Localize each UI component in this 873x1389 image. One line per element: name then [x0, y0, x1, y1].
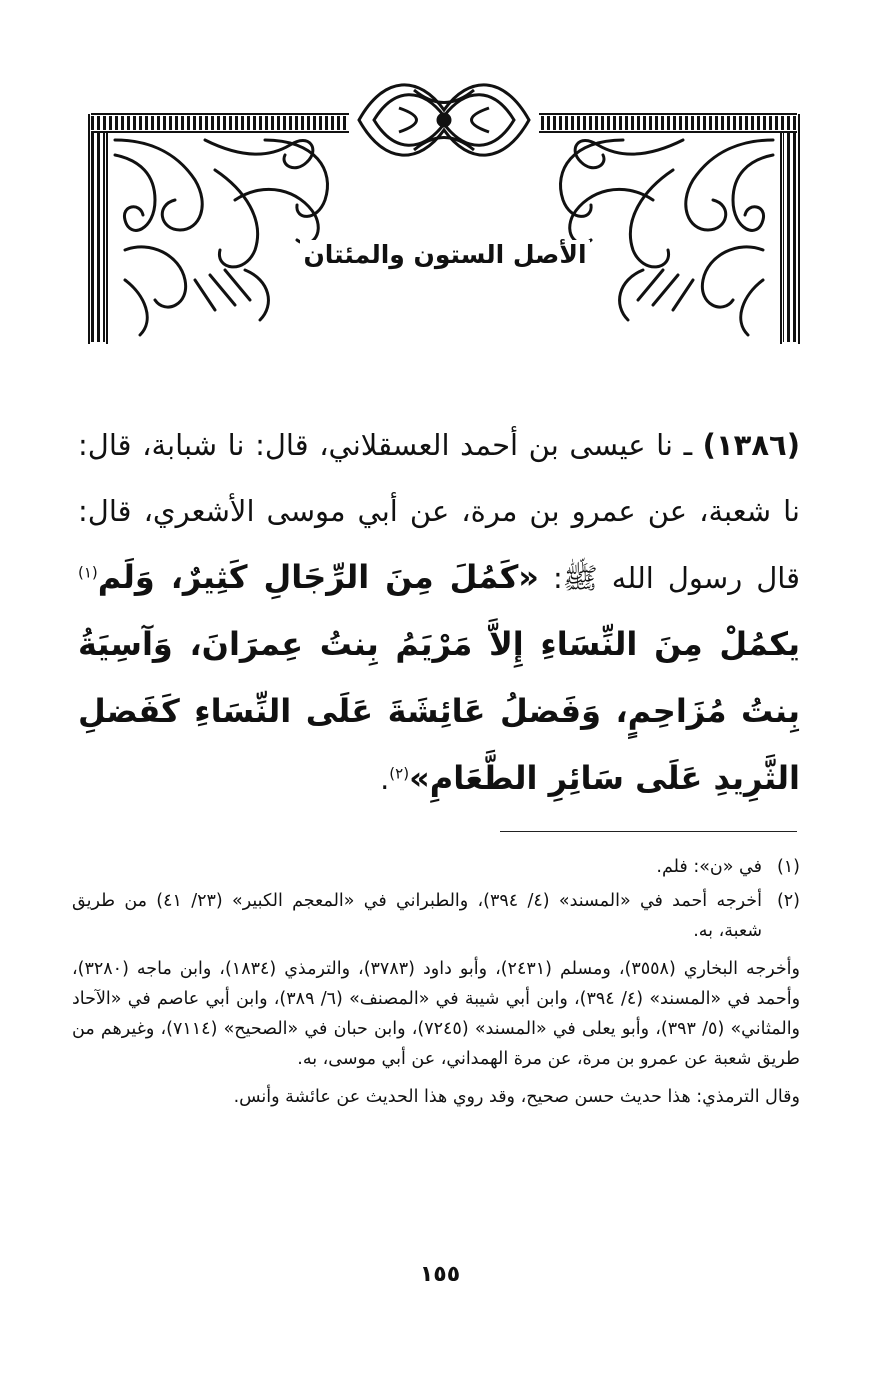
footnote-2-marker: (٢) [776, 891, 800, 911]
hadith-matn-part2: يكمُلْ مِنَ النِّسَاءِ إِلاَّ مَرْيَمُ بِنتُ عِمرَانَ، وَآسِيَةُ بِنتُ مُزَاحِمٍ، وَفَضلُ عَائِشَةَ عَلَى النِّسَاءِ كَفَضلِ الثَّرِيدِ عَلَى سَائِرِ الطَّعَامِ» [78, 625, 800, 797]
hadith-number: (١٣٨٦) [702, 428, 801, 462]
chapter-title: الأصل الستون والمئتان [300, 240, 590, 270]
footnote-separator [500, 831, 797, 832]
ornamental-header-frame [85, 80, 803, 346]
footnote-2-paragraph-2: وأخرجه البخاري (٣٥٥٨)، ومسلم (٢٤٣١)، وأبو داود (٣٧٨٣)، والترمذي (١٨٣٤)، وابن ماجه (٣٢٨٠)، وأحمد في «المسند» (٤/ ٣٩٤)، وابن أبي شيبة في «المصنف» (٦/ ٣٨٩)، وابن أبي عاصم في «الآحاد والمثاني» (٥/ ٣٩٣)، وأبو يعلى في «المسند» (٧٢٤٥)، وابن حبان في «الصحيح» (٧١١٤)، وغيرهم من طريق شعبة عن عمرو بن مرة، عن مرة الهمداني، عن أبي موسى، به. [72, 959, 801, 1069]
footnote-2 [72, 886, 800, 946]
footnotes [72, 852, 800, 1112]
footnote-2-text: أخرجه أحمد في «المسند» (٤/ ٣٩٤)، والطبراني في «المعجم الكبير» (٢٣/ ٤١) من طريق شعبة، به. [72, 891, 762, 941]
hadith-text [78, 412, 800, 812]
footnote-1-text: في «ن»: فلم. [656, 857, 762, 877]
hadith-end: . [380, 762, 390, 796]
page-number: ١٥٥ [419, 1262, 461, 1287]
footnote-ref-2[interactable]: (٢) [389, 764, 410, 783]
hadith-matn-part1: «كَمُلَ مِنَ الرِّجَالِ كَثِيرٌ، وَلَم [97, 558, 539, 596]
footnote-1-marker: (١) [776, 857, 800, 877]
footnote-2-paragraph-3: وقال الترمذي: هذا حديث حسن صحيح، وقد روي هذا الحديث عن عائشة وأنس. [233, 1087, 800, 1107]
footnote-ref-1[interactable]: (١) [78, 563, 98, 582]
hadith-isnad: ـ نا عيسى بن أحمد العسقلاني، قال: نا شبابة، قال: نا شعبة، عن عمرو بن مرة، عن أبي موسى الأشعري، قال: قال رسول الله ﷺ: [78, 428, 800, 595]
footnote-1 [72, 852, 800, 882]
